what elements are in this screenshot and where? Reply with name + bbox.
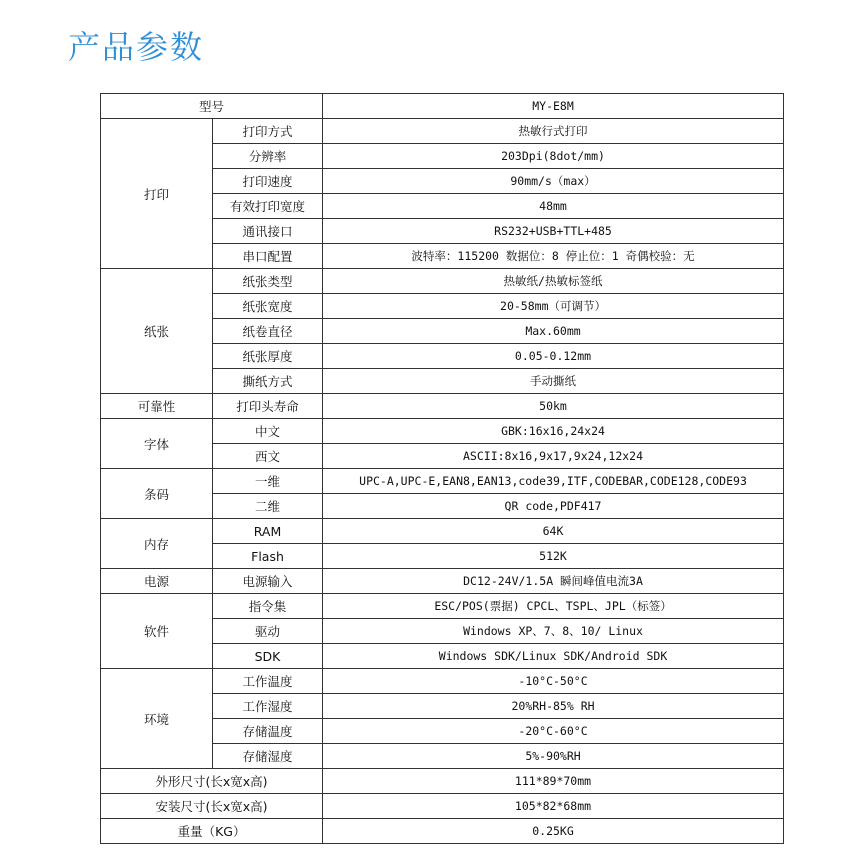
table-row <box>101 469 784 494</box>
table-row <box>101 569 784 594</box>
param-label: 西文 <box>213 444 323 469</box>
param-value: Windows SDK/Linux SDK/Android SDK <box>323 644 784 669</box>
param-label: 重量（KG） <box>101 819 323 844</box>
param-value: UPC-A,UPC-E,EAN8,EAN13,code39,ITF,CODEBAR,CODE128,CODE93 <box>323 469 784 494</box>
param-label: 撕纸方式 <box>213 369 323 394</box>
param-label: 纸卷直径 <box>213 319 323 344</box>
param-value: 0.05-0.12mm <box>323 344 784 369</box>
param-value: -10°C-50°C <box>323 669 784 694</box>
table-row <box>101 819 784 844</box>
param-label: 指令集 <box>213 594 323 619</box>
table-row <box>101 594 784 619</box>
table-row <box>101 519 784 544</box>
param-label: 驱动 <box>213 619 323 644</box>
group-label: 条码 <box>101 469 213 519</box>
param-label: Flash <box>213 544 323 569</box>
group-label: 软件 <box>101 594 213 669</box>
param-label: 纸张宽度 <box>213 294 323 319</box>
param-label: 二维 <box>213 494 323 519</box>
param-value: 64K <box>323 519 784 544</box>
param-label: 外形尺寸(长x宽x高) <box>101 769 323 794</box>
param-value: 512K <box>323 544 784 569</box>
param-value: 热敏行式打印 <box>323 119 784 144</box>
param-value: 5%-90%RH <box>323 744 784 769</box>
param-label: 串口配置 <box>213 244 323 269</box>
table-row <box>101 794 784 819</box>
param-value: DC12-24V/1.5A 瞬间峰值电流3A <box>323 569 784 594</box>
table-row <box>101 769 784 794</box>
param-label: 有效打印宽度 <box>213 194 323 219</box>
param-label: 打印速度 <box>213 169 323 194</box>
param-label: 工作温度 <box>213 669 323 694</box>
param-value: 203Dpi(8dot/mm) <box>323 144 784 169</box>
param-value: 20%RH-85% RH <box>323 694 784 719</box>
param-label: 通讯接口 <box>213 219 323 244</box>
group-label: 纸张 <box>101 269 213 394</box>
model-value: MY-E8M <box>323 94 784 119</box>
model-label: 型号 <box>101 94 323 119</box>
table-row <box>101 669 784 694</box>
param-label: 存储温度 <box>213 719 323 744</box>
param-value: 波特率：115200 数据位：8 停止位：1 奇偶校验：无 <box>323 244 784 269</box>
param-value: ESC/POS(票据) CPCL、TSPL、JPL（标签） <box>323 594 784 619</box>
param-value: 20-58mm（可调节） <box>323 294 784 319</box>
table-row <box>101 394 784 419</box>
param-label: 打印方式 <box>213 119 323 144</box>
param-value: 48mm <box>323 194 784 219</box>
group-label: 打印 <box>101 119 213 269</box>
table-row <box>101 269 784 294</box>
param-value: Windows XP、7、8、10/ Linux <box>323 619 784 644</box>
param-label: 纸张厚度 <box>213 344 323 369</box>
param-value: -20°C-60°C <box>323 719 784 744</box>
param-value: 50km <box>323 394 784 419</box>
param-value: 90mm/s（max） <box>323 169 784 194</box>
table-row <box>101 94 784 119</box>
param-value: 0.25KG <box>323 819 784 844</box>
param-label: 打印头寿命 <box>213 394 323 419</box>
param-value: 手动撕纸 <box>323 369 784 394</box>
group-label: 内存 <box>101 519 213 569</box>
param-label: 电源输入 <box>213 569 323 594</box>
table-row <box>101 119 784 144</box>
param-label: 工作湿度 <box>213 694 323 719</box>
group-label: 可靠性 <box>101 394 213 419</box>
param-label: 纸张类型 <box>213 269 323 294</box>
param-label: 存储湿度 <box>213 744 323 769</box>
param-value: ASCII:8x16,9x17,9x24,12x24 <box>323 444 784 469</box>
param-value: QR code,PDF417 <box>323 494 784 519</box>
spec-table <box>100 93 784 844</box>
param-value: RS232+USB+TTL+485 <box>323 219 784 244</box>
table-row <box>101 419 784 444</box>
param-label: 一维 <box>213 469 323 494</box>
param-label: 分辨率 <box>213 144 323 169</box>
param-value: 105*82*68mm <box>323 794 784 819</box>
group-label: 字体 <box>101 419 213 469</box>
page-title: 产品参数 <box>68 28 205 66</box>
param-value: 111*89*70mm <box>323 769 784 794</box>
param-label: SDK <box>213 644 323 669</box>
param-label: 安装尺寸(长x宽x高) <box>101 794 323 819</box>
param-label: 中文 <box>213 419 323 444</box>
param-value: GBK:16x16,24x24 <box>323 419 784 444</box>
param-label: RAM <box>213 519 323 544</box>
group-label: 环境 <box>101 669 213 769</box>
group-label: 电源 <box>101 569 213 594</box>
param-value: 热敏纸/热敏标签纸 <box>323 269 784 294</box>
param-value: Max.60mm <box>323 319 784 344</box>
